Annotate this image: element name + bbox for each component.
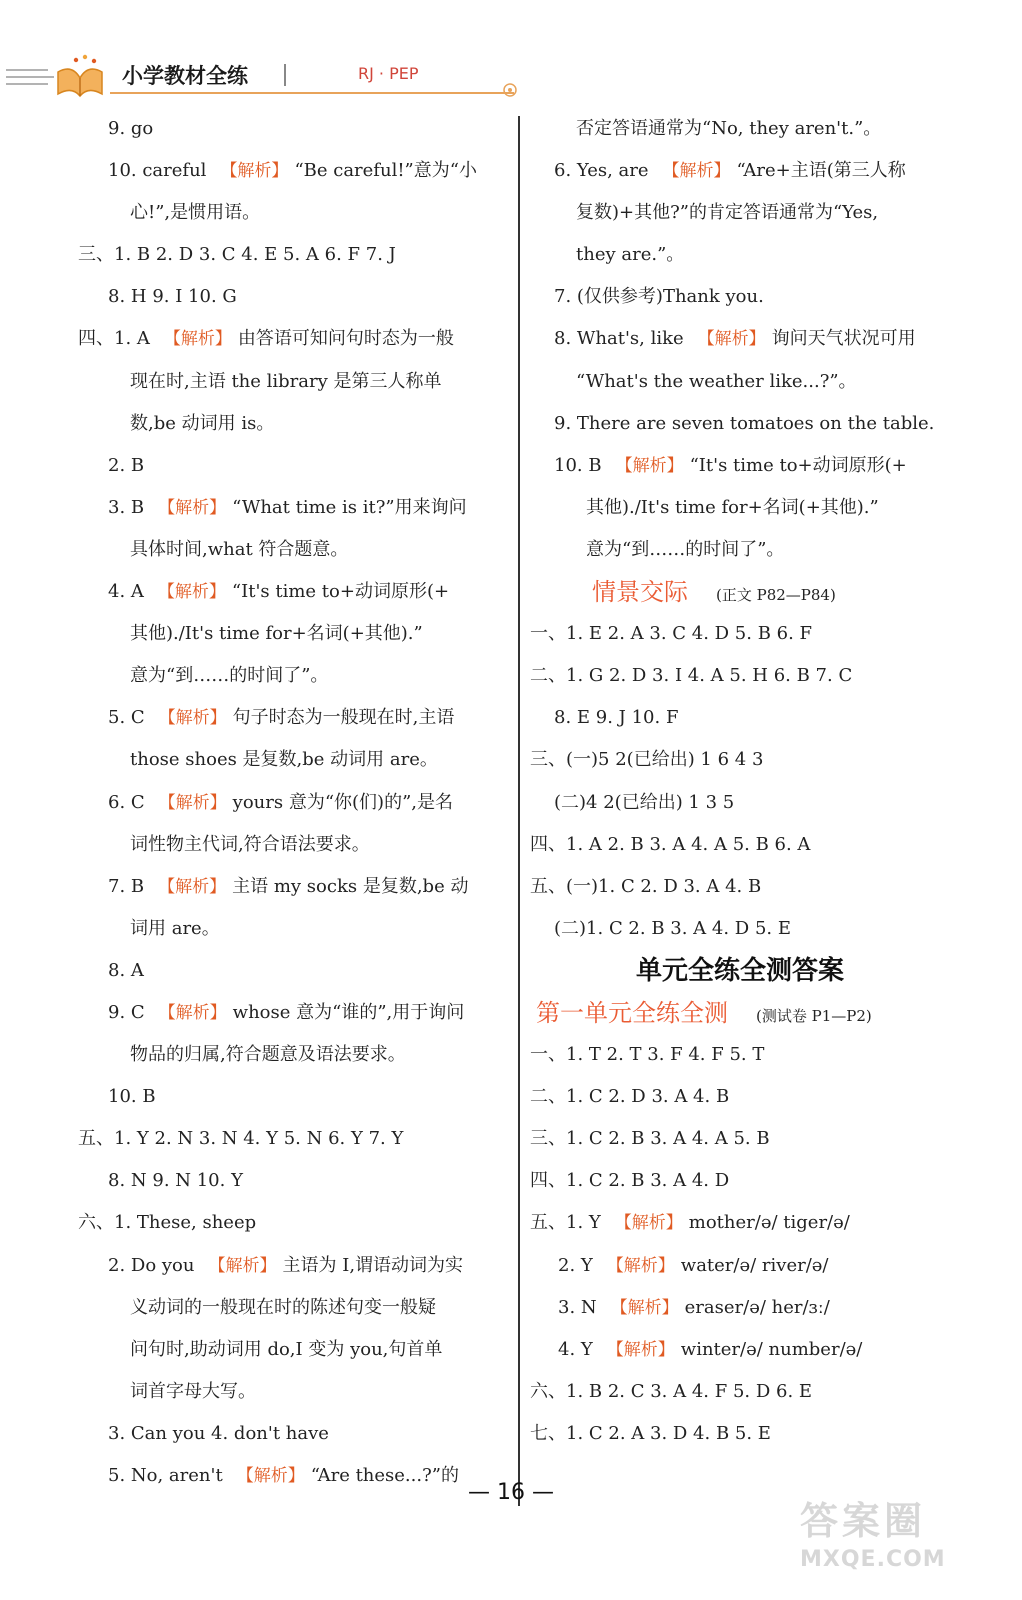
- analysis-tag: 【解析】: [236, 1466, 305, 1486]
- answer-line: [78, 655, 506, 697]
- answer-line: [78, 571, 506, 613]
- header-swirl-icon: [500, 80, 524, 100]
- analysis-text: “It's time to+动词原形(+: [231, 581, 450, 603]
- answer-line: [530, 1118, 950, 1160]
- watermark-logo-text: 答案圈: [800, 1499, 927, 1543]
- answer-line: [530, 1329, 950, 1371]
- answer-line: [78, 1160, 506, 1202]
- answer-text: 词首字母大写。: [130, 1380, 256, 1402]
- subsection-title: 第一单元全练全测: [536, 998, 728, 1027]
- answer-text: they are.”。: [576, 244, 685, 266]
- analysis-tag: 【解析】: [606, 1255, 675, 1276]
- answer-text: 现在时,主语 the library 是第三人称单: [130, 370, 442, 392]
- answer-text: 5. No, aren't: [108, 1465, 223, 1486]
- answer-text: 词性物主代词,符合语法要求。: [130, 833, 370, 855]
- answer-text: 物品的归属,符合题意及语法要求。: [130, 1044, 406, 1066]
- section-heading-text: 单元全练全测答案: [635, 955, 844, 986]
- answer-text: 三、1. C 2. B 3. A 4. A 5. B: [530, 1128, 770, 1150]
- answer-text: those shoes 是复数,be 动词用 are。: [130, 749, 438, 771]
- analysis-text: winter/ə/ number/ə/: [680, 1338, 863, 1360]
- answer-text: 8. A: [108, 959, 144, 981]
- analysis-text: “Are these...?”的: [310, 1465, 459, 1486]
- answer-text: 问句时,助动词用 do,I 变为 you,句首单: [130, 1338, 443, 1360]
- edition-code: RJ · PEP: [358, 64, 419, 83]
- page-reference: (测试卷 P1—P2): [756, 1006, 872, 1025]
- answer-text: 其他)./It's time for+名词(+其他).”: [586, 496, 879, 518]
- answer-line: [78, 1329, 506, 1371]
- section-heading: [530, 950, 950, 992]
- answer-line: [530, 908, 950, 950]
- answer-line: [530, 613, 950, 655]
- answer-line: [78, 1245, 506, 1287]
- answer-line: [530, 150, 950, 192]
- answer-line: [78, 1202, 506, 1244]
- page-reference: (正文 P82—P84): [716, 586, 836, 605]
- answer-line: [78, 1371, 506, 1413]
- analysis-text: 由答语可知问句时态为一般: [237, 328, 454, 350]
- analysis-tag: 【解析】: [615, 455, 684, 476]
- analysis-tag: 【解析】: [662, 161, 731, 182]
- answer-text: 意为“到……的时间了”。: [130, 665, 329, 687]
- answer-line: [530, 487, 950, 529]
- answer-text: 二、1. G 2. D 3. I 4. A 5. H 6. B 7. C: [530, 665, 853, 687]
- answer-text: 其他)./It's time for+名词(+其他).”: [130, 623, 423, 645]
- answer-line: [78, 1076, 506, 1118]
- answer-text: 具体时间,what 符合题意。: [130, 538, 349, 560]
- answer-line: [530, 1245, 950, 1287]
- answer-line: [530, 1034, 950, 1076]
- answer-line: [78, 1413, 506, 1455]
- answer-line: [530, 655, 950, 697]
- answer-line: [530, 739, 950, 781]
- analysis-text: 主语 my socks 是复数,be 动: [232, 875, 469, 897]
- answer-text: (二)1. C 2. B 3. A 4. D 5. E: [554, 917, 791, 939]
- analysis-text: 询问天气状况可用: [771, 328, 916, 350]
- answer-line: [78, 361, 506, 403]
- answer-text: 二、1. C 2. D 3. A 4. B: [530, 1086, 730, 1108]
- answer-line: [78, 950, 506, 992]
- answer-line: [530, 866, 950, 908]
- answer-text: 四、1. A: [78, 328, 150, 350]
- answer-text: 8. N 9. N 10. Y: [108, 1170, 243, 1192]
- analysis-text: water/ə/ river/ə/: [680, 1254, 829, 1276]
- answer-text: 9. C: [108, 1001, 145, 1023]
- analysis-tag: 【解析】: [610, 1297, 679, 1318]
- answer-line: [530, 782, 950, 824]
- answer-text: 7. B: [108, 875, 145, 897]
- column-divider: [518, 116, 520, 1506]
- answer-text: 复数)+其他?”的肯定答语通常为“Yes,: [576, 202, 879, 224]
- answer-line: [78, 234, 506, 276]
- answer-text: 7. (仅供参考)Thank you.: [554, 286, 764, 308]
- answer-text: 六、1. These, sheep: [78, 1212, 257, 1234]
- page-number: — 16 —: [468, 1480, 554, 1505]
- answer-text: 否定答语通常为“No, they aren't.”。: [576, 118, 882, 139]
- answer-text: 8. E 9. J 10. F: [554, 707, 679, 729]
- answer-line: [530, 1160, 950, 1202]
- analysis-tag: 【解析】: [158, 792, 227, 813]
- analysis-tag: 【解析】: [158, 1002, 227, 1023]
- answer-text: 8. What's, like: [554, 328, 684, 350]
- answer-line: [530, 403, 950, 445]
- answer-text: 六、1. B 2. C 3. A 4. F 5. D 6. E: [530, 1380, 813, 1402]
- answer-line: [530, 1287, 950, 1329]
- analysis-tag: 【解析】: [163, 329, 232, 350]
- answer-text: 8. H 9. I 10. G: [108, 286, 237, 308]
- analysis-tag: 【解析】: [157, 582, 226, 603]
- answer-line: [530, 234, 950, 276]
- answer-line: [530, 192, 950, 234]
- subsection-heading: [530, 992, 950, 1034]
- answer-line: [530, 318, 950, 360]
- analysis-text: 主语为 I,谓语动词为实: [282, 1254, 464, 1276]
- answer-line: [78, 782, 506, 824]
- subsection-title: 情景交际: [592, 578, 688, 607]
- analysis-text: “Are+主语(第三人称: [736, 160, 906, 182]
- answer-text: 三、(一)5 2(已给出) 1 6 4 3: [530, 749, 764, 771]
- answer-line: [530, 1371, 950, 1413]
- answer-text: (二)4 2(已给出) 1 3 5: [554, 791, 735, 813]
- answer-text: 6. Yes, are: [554, 160, 649, 182]
- answer-text: 词用 are。: [130, 917, 220, 939]
- answer-text: 七、1. C 2. A 3. D 4. B 5. E: [530, 1422, 771, 1444]
- answer-line: [530, 697, 950, 739]
- answer-line: [530, 1202, 950, 1244]
- answer-text: 4. A: [108, 581, 144, 603]
- answer-line: [78, 192, 506, 234]
- answer-text: 5. C: [108, 707, 145, 729]
- analysis-text: “What time is it?”用来询问: [232, 496, 467, 518]
- answer-line: [530, 108, 950, 150]
- answer-text: “What's the weather like...?”。: [576, 370, 857, 392]
- analysis-tag: 【解析】: [158, 497, 227, 518]
- answer-text: 一、1. T 2. T 3. F 4. F 5. T: [530, 1044, 765, 1066]
- answer-line: [78, 276, 506, 318]
- answer-text: 意为“到……的时间了”。: [586, 538, 785, 560]
- answer-line: [530, 529, 950, 571]
- answer-text: 9. go: [108, 118, 154, 139]
- answer-text: 三、1. B 2. D 3. C 4. E 5. A 6. F 7. J: [78, 244, 396, 266]
- answer-line: [78, 992, 506, 1034]
- watermark-url: MXQE.COM: [800, 1547, 946, 1572]
- analysis-tag: 【解析】: [208, 1255, 277, 1276]
- analysis-text: “Be careful!”意为“小: [294, 160, 477, 182]
- book-logo-icon: [6, 50, 116, 100]
- answer-text: 2. B: [108, 454, 145, 476]
- answer-line: [530, 276, 950, 318]
- analysis-tag: 【解析】: [606, 1339, 675, 1360]
- answer-text: 6. C: [108, 791, 145, 813]
- answer-line: [78, 824, 506, 866]
- answer-text: 3. B: [108, 496, 145, 518]
- analysis-text: mother/ə/ tiger/ə/: [688, 1212, 850, 1234]
- watermark: [800, 1490, 946, 1572]
- answer-text: 3. N: [558, 1296, 597, 1318]
- answer-text: 10. careful: [108, 160, 207, 182]
- answer-text: 2. Do you: [108, 1254, 195, 1276]
- answer-text: 一、1. E 2. A 3. C 4. D 5. B 6. F: [530, 623, 813, 645]
- analysis-text: “It's time to+动词原形(+: [689, 454, 907, 476]
- answer-text: 2. Y: [558, 1254, 593, 1276]
- analysis-tag: 【解析】: [158, 876, 227, 897]
- answer-text: 四、1. C 2. B 3. A 4. D: [530, 1170, 730, 1192]
- answer-line: [78, 403, 506, 445]
- analysis-text: eraser/ə/ her/ɜː/: [684, 1296, 830, 1318]
- answer-line: [530, 445, 950, 487]
- answer-text: 四、1. A 2. B 3. A 4. A 5. B 6. A: [530, 833, 811, 855]
- analysis-tag: 【解析】: [158, 708, 227, 729]
- analysis-text: whose 意为“谁的”,用于询问: [232, 1001, 465, 1023]
- analysis-text: 句子时态为一般现在时,主语: [232, 707, 455, 729]
- answer-line: [78, 108, 506, 150]
- page-header: [0, 0, 1022, 100]
- answer-text: 数,be 动词用 is。: [130, 412, 275, 434]
- answer-line: [78, 908, 506, 950]
- left-column: [78, 108, 506, 1497]
- header-rule: [110, 92, 514, 94]
- answer-line: [530, 1413, 950, 1455]
- answer-line: [78, 613, 506, 655]
- answer-text: 3. Can you 4. don't have: [108, 1422, 329, 1444]
- book-title: 小学教材全练: [122, 64, 248, 88]
- analysis-text: yours 意为“你(们)的”,是名: [232, 791, 454, 813]
- answer-line: [78, 1118, 506, 1160]
- subsection-heading: [530, 571, 950, 613]
- answer-line: [78, 739, 506, 781]
- answer-text: 10. B: [554, 454, 602, 476]
- analysis-tag: 【解析】: [697, 329, 766, 350]
- answer-line: [78, 697, 506, 739]
- answer-line: [78, 487, 506, 529]
- answer-line: [530, 824, 950, 866]
- answer-line: [78, 866, 506, 908]
- answer-text: 五、(一)1. C 2. D 3. A 4. B: [530, 875, 762, 897]
- analysis-tag: 【解析】: [614, 1213, 683, 1234]
- answer-line: [78, 1287, 506, 1329]
- answer-text: 五、1. Y 2. N 3. N 4. Y 5. N 6. Y 7. Y: [78, 1128, 404, 1150]
- answer-text: 9. There are seven tomatoes on the table.: [554, 412, 935, 434]
- answer-text: 心!”,是惯用语。: [130, 202, 261, 224]
- right-column: [530, 108, 950, 1455]
- answer-line: [530, 361, 950, 403]
- analysis-tag: 【解析】: [220, 161, 289, 182]
- answer-text: 五、1. Y: [530, 1212, 601, 1234]
- answer-line: [78, 318, 506, 360]
- answer-line: [78, 445, 506, 487]
- answer-text: 4. Y: [558, 1338, 593, 1360]
- answer-line: [78, 529, 506, 571]
- answer-text: 义动词的一般现在时的陈述句变一般疑: [130, 1296, 436, 1318]
- answer-line: [78, 150, 506, 192]
- title-separator: [284, 64, 286, 86]
- answer-line: [78, 1034, 506, 1076]
- answer-text: 10. B: [108, 1086, 156, 1108]
- answer-line: [530, 1076, 950, 1118]
